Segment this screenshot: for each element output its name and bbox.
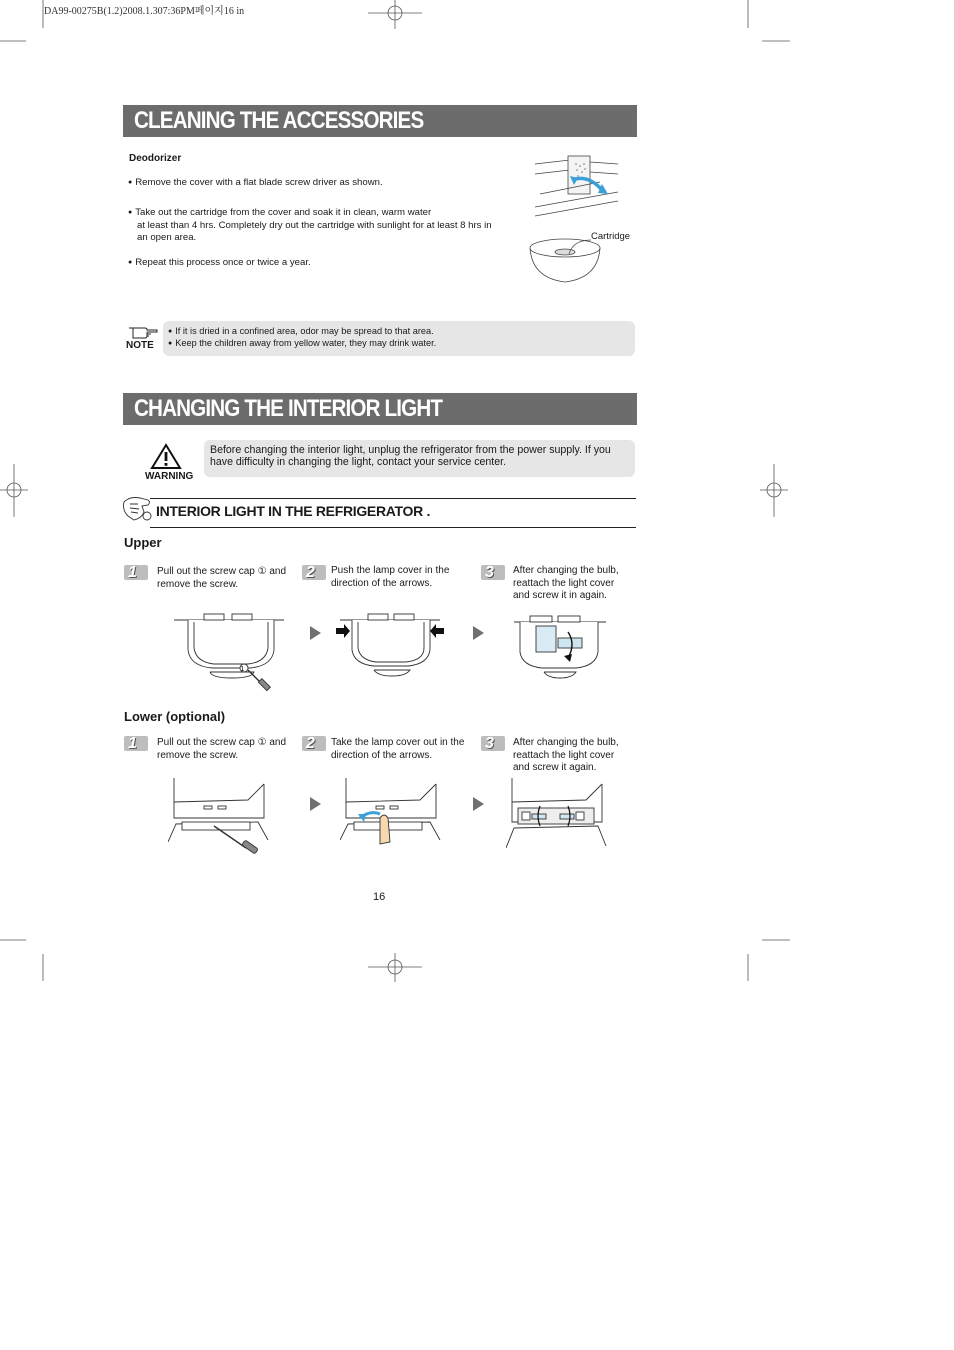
upper-next-arrow-1 <box>310 626 321 640</box>
upper-step-2-badge: 2 <box>302 565 326 580</box>
upper-step-2-illustration <box>334 608 446 680</box>
upper-step-3-illustration <box>514 608 610 680</box>
subsection-title: INTERIOR LIGHT IN THE REFRIGERATOR . <box>156 503 431 519</box>
lower-step-3-text <box>513 737 653 775</box>
subsection-rule-bottom <box>150 527 636 528</box>
lower-step-1-illustration <box>168 778 272 858</box>
upper-next-arrow-2 <box>473 626 484 640</box>
deodorizer-heading: Deodorizer <box>129 153 182 164</box>
upper-step-1-illustration <box>174 608 286 698</box>
upper-step-1-badge: 1 <box>124 565 148 580</box>
deodorizer-step-2-line-2: at least than 4 hrs. Completely dry out the cartridge with sunlight for at least 8 hrs in <box>137 220 492 231</box>
lower-step-2-line-1: Take the lamp cover out in the <box>331 737 465 748</box>
lower-step-1-line-2: remove the screw. <box>157 749 239 761</box>
interior-light-section-title <box>123 393 637 425</box>
note-line-1: ● If it is dried in a confined area, odor may be spread to that area. <box>168 325 434 339</box>
cleaning-section-title <box>123 105 637 137</box>
pointing-hand-icon <box>127 322 159 340</box>
upper-step-2-line-2: direction of the arrows. <box>331 577 433 589</box>
upper-heading: Upper <box>124 535 162 550</box>
upper-step-3-line-2: reattach the light cover <box>513 577 615 589</box>
cleaning-title-text: CLEANING THE ACCESSORIES <box>134 107 424 134</box>
lower-step-2-text <box>331 737 476 762</box>
upper-step-3-text <box>513 565 653 603</box>
lower-step-3-line-3: and screw it again. <box>513 762 597 773</box>
warning-label: WARNING <box>145 471 194 482</box>
lower-step-1-text <box>157 737 297 762</box>
lower-step-1-line-1: Pull out the screw cap ① and <box>157 737 287 748</box>
lower-step-3-illustration <box>506 778 610 850</box>
cartridge-label: Cartridge <box>591 231 631 242</box>
upper-step-2-text <box>331 565 471 590</box>
page-number: 16 <box>373 891 386 903</box>
upper-step-2-line-1: Push the lamp cover in the <box>331 565 450 576</box>
deodorizer-step-1: ● Remove the cover with a flat blade screw driver as shown. <box>128 177 383 191</box>
lower-heading: Lower (optional) <box>124 709 226 724</box>
lower-step-2-badge: 2 <box>302 736 326 751</box>
deodorizer-step-2: ● Take out the cartridge from the cover and soak it in clean, warm water <box>128 207 431 221</box>
deodorizer-step-2-line-3: an open area. <box>137 232 197 243</box>
warning-line-1: Before changing the interior light, unplug the refrigerator from the power supply. If you <box>210 444 611 456</box>
upper-step-1-text <box>157 566 297 591</box>
warning-line-2: have difficulty in changing the light, contact your service center. <box>210 456 507 468</box>
lower-step-3-badge: 3 <box>481 736 505 751</box>
lower-next-arrow-2 <box>473 797 484 811</box>
interior-title-text: CHANGING THE INTERIOR LIGHT <box>134 395 443 422</box>
lower-step-3-line-2: reattach the light cover <box>513 749 615 761</box>
warning-triangle-icon <box>150 443 182 470</box>
upper-step-3-line-1: After changing the bulb, <box>513 565 619 576</box>
deodorizer-step-3: ● Repeat this process once or twice a year. <box>128 257 311 271</box>
upper-step-1-line-1: Pull out the screw cap ① and <box>157 566 287 577</box>
lower-step-2-illustration <box>340 778 444 848</box>
hand-wrench-icon <box>120 494 154 524</box>
note-label: NOTE <box>126 340 154 351</box>
upper-step-3-badge: 3 <box>481 565 505 580</box>
lower-next-arrow-1 <box>310 797 321 811</box>
lower-step-1-badge: 1 <box>124 736 148 751</box>
lower-step-2-line-2: direction of the arrows. <box>331 749 433 761</box>
upper-step-3-line-3: and screw it in again. <box>513 590 607 601</box>
subsection-rule-top <box>150 498 636 499</box>
note-line-2: ● Keep the children away from yellow water, they may drink water. <box>168 337 436 351</box>
deodorizer-cover-illustration <box>530 152 620 224</box>
upper-step-1-line-2: remove the screw. <box>157 578 239 590</box>
lower-step-3-line-1: After changing the bulb, <box>513 737 619 748</box>
svg-text:1: 1 <box>240 665 245 673</box>
file-header: DA99-00275B(1.2)2008.1.307:36PM페이지16 in <box>44 6 245 17</box>
